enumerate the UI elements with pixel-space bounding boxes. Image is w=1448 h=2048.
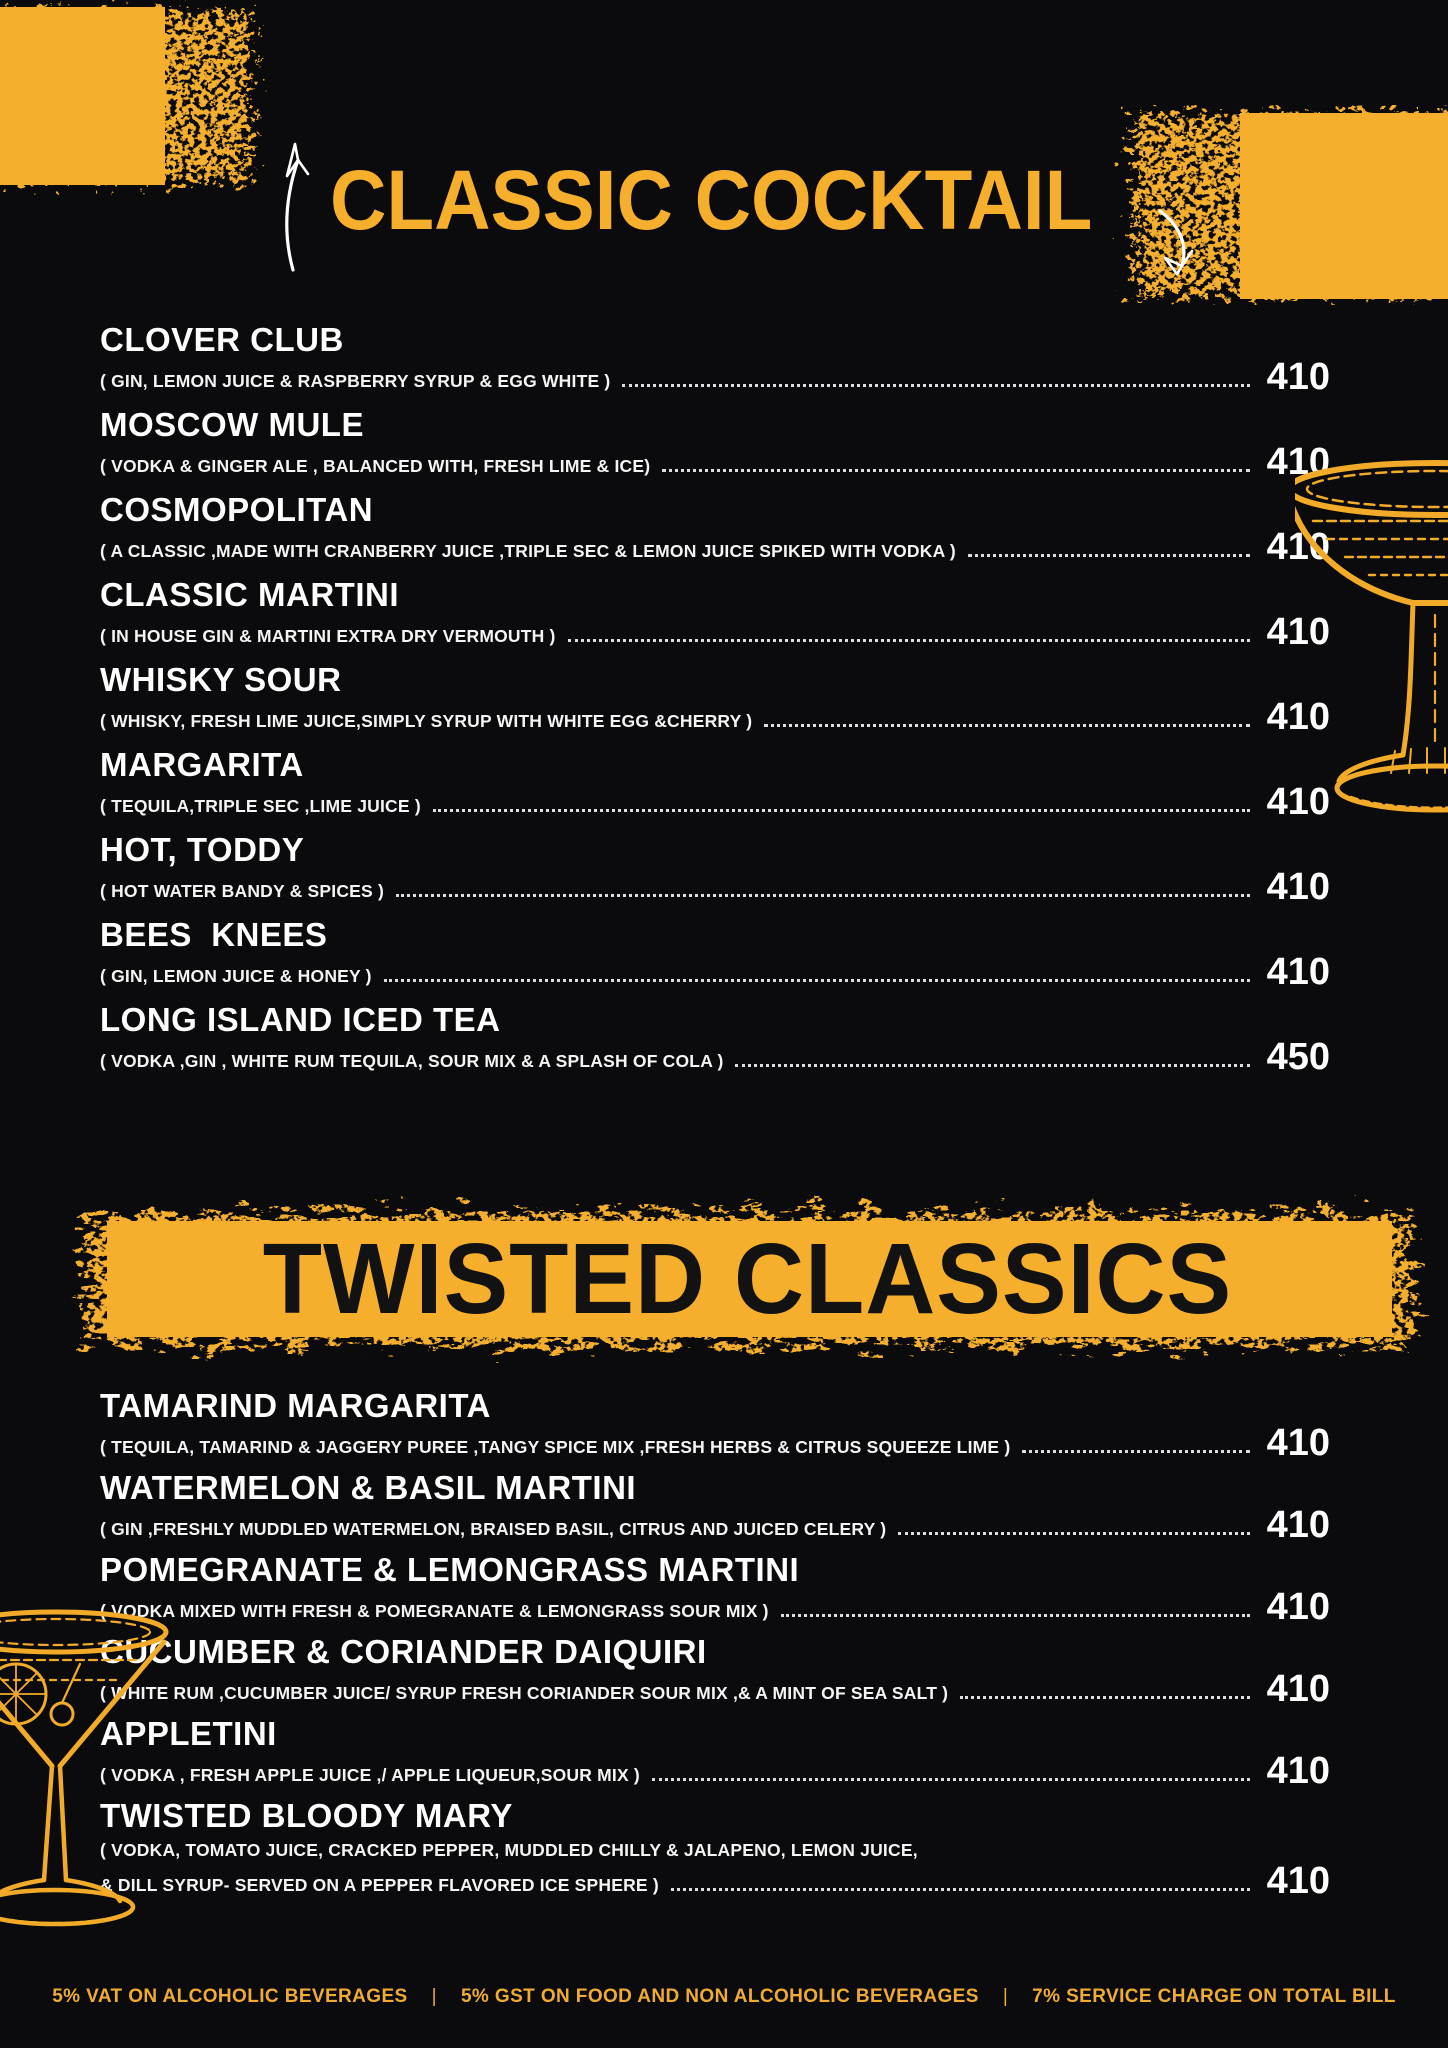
footer-vat-note: 5% VAT ON ALCOHOLIC BEVERAGES: [52, 1986, 408, 2007]
item-line: [100, 611, 1330, 653]
item-name: APPLETINI: [100, 1715, 277, 1752]
menu-item: [100, 1552, 1330, 1634]
item-price: 410: [1266, 526, 1330, 568]
dotted-leader: [781, 1614, 1250, 1617]
item-price: 410: [1266, 1750, 1330, 1792]
item-description: ( GIN, LEMON JUICE & RASPBERRY SYRUP & EGG WHITE ): [100, 371, 611, 391]
item-description: ( VODKA ,GIN , WHITE RUM TEQUILA, SOUR MIX & A SPLASH OF COLA ): [100, 1051, 724, 1071]
dotted-leader: [622, 384, 1250, 387]
item-line: [100, 1586, 1330, 1628]
item-description: ( VODKA , FRESH APPLE JUICE ,/ APPLE LIQUEUR,SOUR MIX ): [100, 1765, 640, 1785]
coupe-glass-illustration-icon: [1295, 455, 1448, 840]
item-price: 410: [1266, 1586, 1330, 1628]
item-price: 410: [1266, 1668, 1330, 1710]
item-description: ( A CLASSIC ,MADE WITH CRANBERRY JUICE ,TRIPLE SEC & LEMON JUICE SPIKED WITH VODKA ): [100, 541, 956, 561]
menu-item: [100, 1002, 1330, 1087]
menu-item: [100, 1388, 1330, 1470]
dotted-leader: [652, 1778, 1250, 1781]
menu-item: [100, 577, 1330, 662]
menu-item: [100, 747, 1330, 832]
item-name: POMEGRANATE & LEMONGRASS MARTINI: [100, 1551, 800, 1588]
item-price: 410: [1266, 356, 1330, 398]
item-name: LONG ISLAND ICED TEA: [100, 1001, 501, 1038]
item-line: [100, 1422, 1330, 1464]
item-description: ( VODKA MIXED WITH FRESH & POMEGRANATE & LEMONGRASS SOUR MIX ): [100, 1601, 769, 1621]
item-name: CUCUMBER & CORIANDER DAIQUIRI: [100, 1633, 707, 1670]
menu-item: [100, 1797, 1330, 1902]
paint-splash-top-right-icon: [1040, 105, 1448, 305]
menu-item: [100, 1716, 1330, 1798]
item-description: ( TEQUILA, TAMARIND & JAGGERY PUREE ,TANGY SPICE MIX ,FRESH HERBS & CITRUS SQUEEZE LIME ): [100, 1437, 1011, 1457]
footer-separator: |: [431, 1986, 437, 2007]
dotted-leader: [898, 1532, 1250, 1535]
section-title-classic-cocktail: CLASSIC COCKTAIL: [330, 153, 1093, 247]
item-price: 410: [1266, 781, 1330, 823]
dotted-leader: [968, 554, 1250, 557]
dotted-leader: [433, 809, 1250, 812]
dotted-leader: [671, 1888, 1250, 1891]
footer-gst-note: 5% GST ON FOOD AND NON ALCOHOLIC BEVERAGES: [460, 1986, 979, 2007]
item-name: HOT, TODDY: [100, 831, 305, 868]
item-line: [100, 1750, 1330, 1792]
item-price: 410: [1266, 951, 1330, 993]
arrow-up-icon: [278, 136, 320, 276]
item-description: ( TEQUILA,TRIPLE SEC ,LIME JUICE ): [100, 796, 421, 816]
item-name: CLOVER CLUB: [100, 321, 344, 358]
item-name: BEES KNEES: [100, 916, 328, 953]
menu-item: [100, 322, 1330, 407]
item-description: ( HOT WATER BANDY & SPICES ): [100, 881, 384, 901]
item-price: 410: [1266, 1860, 1330, 1902]
item-price: 410: [1266, 696, 1330, 738]
dotted-leader: [396, 894, 1250, 897]
dotted-leader: [960, 1696, 1250, 1699]
menu-item: [100, 1470, 1330, 1552]
item-description: ( IN HOUSE GIN & MARTINI EXTRA DRY VERMOUTH ): [100, 626, 556, 646]
item-description: ( GIN, LEMON JUICE & HONEY ): [100, 966, 372, 986]
item-line: [100, 1668, 1330, 1710]
item-description: ( GIN ,FRESHLY MUDDLED WATERMELON, BRAISED BASIL, CITRUS AND JUICED CELERY ): [100, 1519, 887, 1539]
item-description-line1: ( VODKA, TOMATO JUICE, CRACKED PEPPER, MUDDLED CHILLY & JALAPENO, LEMON JUICE,: [100, 1840, 918, 1860]
item-line: [100, 1504, 1330, 1546]
menu-item: [100, 832, 1330, 917]
item-line: [100, 951, 1330, 993]
dotted-leader: [384, 979, 1250, 982]
menu-item: [100, 492, 1330, 577]
item-line: [100, 781, 1330, 823]
item-price: 410: [1266, 1504, 1330, 1546]
dotted-leader: [662, 469, 1250, 472]
dotted-leader: [1022, 1450, 1250, 1453]
item-price: 410: [1266, 441, 1330, 483]
item-name: WHISKY SOUR: [100, 661, 342, 698]
item-price: 410: [1266, 1422, 1330, 1464]
section-title-twisted-classics: TWISTED CLASSICS: [262, 1223, 1233, 1335]
item-line: [100, 356, 1330, 398]
menu-item: [100, 662, 1330, 747]
item-name: WATERMELON & BASIL MARTINI: [100, 1469, 637, 1506]
item-line: [100, 866, 1330, 908]
dotted-leader: [735, 1064, 1250, 1067]
item-name: CLASSIC MARTINI: [100, 576, 399, 613]
item-price: 450: [1266, 1036, 1330, 1078]
item-name: TAMARIND MARGARITA: [100, 1387, 491, 1424]
item-price: 410: [1266, 866, 1330, 908]
item-line: [100, 526, 1330, 568]
item-price: 410: [1266, 611, 1330, 653]
item-description: ( WHISKY, FRESH LIME JUICE,SIMPLY SYRUP WITH WHITE EGG &CHERRY ): [100, 711, 753, 731]
dotted-leader: [568, 639, 1250, 642]
item-name: COSMOPOLITAN: [100, 491, 374, 528]
item-line: [100, 1860, 1330, 1902]
item-name: MARGARITA: [100, 746, 304, 783]
item-description: ( WHITE RUM ,CUCUMBER JUICE/ SYRUP FRESH CORIANDER SOUR MIX ,& A MINT OF SEA SALT ): [100, 1683, 949, 1703]
footer-service-charge-note: 7% SERVICE CHARGE ON TOTAL BILL: [1032, 1986, 1396, 2007]
item-line: [100, 696, 1330, 738]
martini-glass-illustration-icon: [0, 1602, 177, 1942]
item-description: ( VODKA & GINGER ALE , BALANCED WITH, FRESH LIME & ICE): [100, 456, 651, 476]
item-name: TWISTED BLOODY MARY: [100, 1797, 513, 1834]
item-name: MOSCOW MULE: [100, 406, 364, 443]
footer-note: [0, 1986, 1448, 2008]
dotted-leader: [764, 724, 1250, 727]
twisted-classics-banner: [55, 1195, 1440, 1363]
menu-item: [100, 407, 1330, 492]
classic-cocktail-item-list: [100, 322, 1330, 1087]
footer-separator: |: [1002, 1986, 1009, 2007]
twisted-classics-item-list: [100, 1387, 1330, 1902]
menu-item: [100, 917, 1330, 1002]
item-description: & DILL SYRUP- SERVED ON A PEPPER FLAVORED ICE SPHERE ): [100, 1875, 659, 1895]
item-line: [100, 441, 1330, 483]
arrow-down-icon: [1146, 206, 1200, 280]
item-line: [100, 1036, 1330, 1078]
menu-item: [100, 1634, 1330, 1716]
